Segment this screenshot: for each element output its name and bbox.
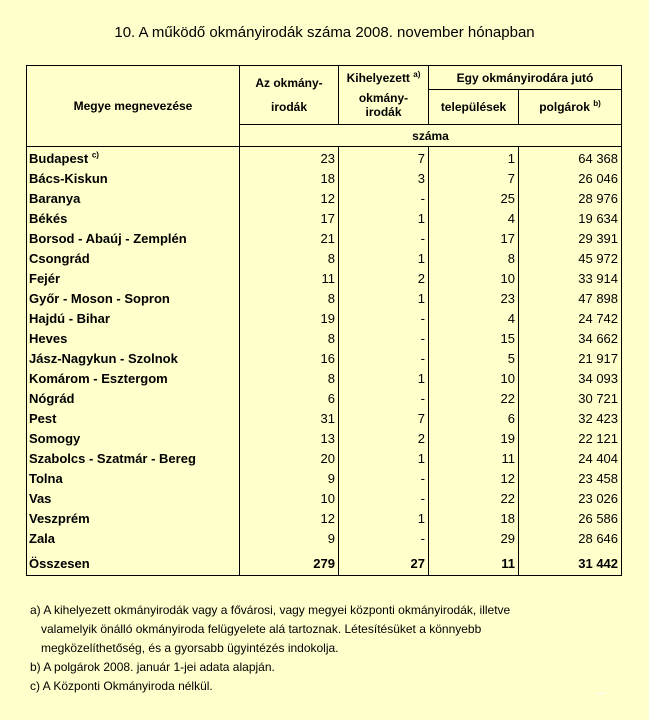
county-name: Tolna	[29, 471, 63, 486]
remote-cell: -	[339, 529, 429, 549]
footnotes	[30, 601, 630, 696]
footnote-a-line3: megközelíthetőség, és a gyorsabb ügyintézés indokolja.	[41, 641, 339, 655]
remote-cell: -	[339, 389, 429, 409]
remote-cell: 1	[339, 209, 429, 229]
header-remote-line3: irodák	[365, 105, 402, 119]
citizens-cell: 47 898	[519, 289, 622, 309]
county-name-cell	[27, 349, 240, 369]
offices-cell: 23	[240, 147, 339, 170]
settlements-cell: 7	[429, 169, 519, 189]
table-row	[27, 189, 622, 209]
citizens-cell: 30 721	[519, 389, 622, 409]
citizens-cell: 28 646	[519, 529, 622, 549]
county-name-cell	[27, 189, 240, 209]
header-settlements: települések	[429, 90, 519, 125]
county-name-cell	[27, 429, 240, 449]
remote-cell: -	[339, 329, 429, 349]
citizens-cell: 24 742	[519, 309, 622, 329]
total-citizens: 31 442	[519, 553, 622, 576]
table-row	[27, 229, 622, 249]
table-row	[27, 489, 622, 509]
settlements-cell: 10	[429, 369, 519, 389]
settlements-cell: 4	[429, 309, 519, 329]
citizens-cell: 19 634	[519, 209, 622, 229]
table-row	[27, 529, 622, 549]
table-row	[27, 269, 622, 289]
header-offices-line2: irodák	[270, 100, 307, 114]
settlements-cell: 11	[429, 449, 519, 469]
settlements-cell: 23	[429, 289, 519, 309]
offices-cell: 31	[240, 409, 339, 429]
county-name: Borsod - Abaúj - Zemplén	[29, 231, 187, 246]
county-name-cell	[27, 329, 240, 349]
header-remote-footnote: a)	[413, 70, 421, 79]
offices-cell: 12	[240, 189, 339, 209]
citizens-cell: 23 026	[519, 489, 622, 509]
citizens-cell: 33 914	[519, 269, 622, 289]
county-name: Vas	[29, 491, 52, 506]
county-name-cell	[27, 269, 240, 289]
remote-cell: 2	[339, 269, 429, 289]
citizens-cell: 34 093	[519, 369, 622, 389]
county-name-cell	[27, 169, 240, 189]
settlements-cell: 8	[429, 249, 519, 269]
table-row	[27, 429, 622, 449]
footnote-a-line2: valamelyik önálló okmányiroda felügyelete alá tartoznak. Létesítésüket a könnyebb	[41, 622, 482, 636]
table-row	[27, 449, 622, 469]
citizens-cell: 23 458	[519, 469, 622, 489]
county-name: Jász-Nagykun - Szolnok	[29, 351, 178, 366]
remote-cell: 1	[339, 249, 429, 269]
table-row	[27, 329, 622, 349]
settlements-cell: 19	[429, 429, 519, 449]
footnote-a-line1: a) A kihelyezett okmányirodák vagy a fővárosi, vagy megyei központi okmányirodák, illetve	[30, 603, 511, 617]
table-row	[27, 409, 622, 429]
citizens-cell: 32 423	[519, 409, 622, 429]
remote-cell: -	[339, 189, 429, 209]
header-remote	[339, 66, 429, 125]
remote-cell: 7	[339, 147, 429, 170]
remote-cell: 7	[339, 409, 429, 429]
settlements-cell: 12	[429, 469, 519, 489]
settlements-cell: 6	[429, 409, 519, 429]
county-name-cell	[27, 289, 240, 309]
county-name: Szabolcs - Szatmár - Bereg	[29, 451, 196, 466]
offices-cell: 19	[240, 309, 339, 329]
county-name: Békés	[29, 211, 68, 226]
settlements-cell: 4	[429, 209, 519, 229]
citizens-cell: 64 368	[519, 147, 622, 170]
county-name: Nógrád	[29, 391, 75, 406]
settlements-cell: 29	[429, 529, 519, 549]
table-row	[27, 309, 622, 329]
table-row	[27, 147, 622, 170]
footnote-c: c) A Központi Okmányiroda nélkül.	[30, 679, 213, 693]
county-footnote: c)	[91, 150, 99, 160]
county-name-cell	[27, 147, 240, 170]
county-name-cell	[27, 489, 240, 509]
table-row	[27, 469, 622, 489]
table-row	[27, 389, 622, 409]
citizens-cell: 22 121	[519, 429, 622, 449]
county-name: Fejér	[29, 271, 61, 286]
offices-cell: 21	[240, 229, 339, 249]
county-name: Heves	[29, 331, 68, 346]
offices-cell: 8	[240, 289, 339, 309]
county-name-cell	[27, 469, 240, 489]
table-row	[27, 249, 622, 269]
offices-cell: 9	[240, 529, 339, 549]
header-citizens-footnote: b)	[593, 99, 601, 108]
remote-cell: 1	[339, 509, 429, 529]
county-name: Zala	[29, 531, 56, 546]
county-name-cell	[27, 249, 240, 269]
total-settlements: 11	[429, 553, 519, 576]
total-remote: 27	[339, 553, 429, 576]
offices-cell: 8	[240, 249, 339, 269]
offices-cell: 20	[240, 449, 339, 469]
total-label: Összesen	[27, 553, 240, 576]
remote-cell: -	[339, 469, 429, 489]
offices-cell: 13	[240, 429, 339, 449]
remote-cell: 2	[339, 429, 429, 449]
header-remote-line2: okmány-	[358, 91, 409, 105]
county-name-cell	[27, 229, 240, 249]
county-name: Baranya	[29, 191, 81, 206]
offices-cell: 10	[240, 489, 339, 509]
remote-cell: 1	[339, 449, 429, 469]
county-name: Csongrád	[29, 251, 90, 266]
county-name-cell	[27, 209, 240, 229]
settlements-cell: 1	[429, 147, 519, 170]
county-name-cell	[27, 409, 240, 429]
citizens-cell: 29 391	[519, 229, 622, 249]
header-remote-line1: Kihelyezett	[346, 71, 410, 85]
header-per-office: Egy okmányirodára jutó	[429, 66, 622, 90]
county-name: Komárom - Esztergom	[29, 371, 168, 386]
table-row	[27, 289, 622, 309]
table-row	[27, 509, 622, 529]
county-name: Hajdú - Bihar	[29, 311, 110, 326]
header-offices-line1: Az okmány-	[255, 76, 323, 90]
county-name-cell	[27, 509, 240, 529]
table-row	[27, 169, 622, 189]
county-name-cell	[27, 449, 240, 469]
footnote-b: b) A polgárok 2008. január 1-jei adata alapján.	[30, 660, 275, 674]
citizens-cell: 34 662	[519, 329, 622, 349]
header-offices	[240, 66, 339, 125]
remote-cell: -	[339, 229, 429, 249]
county-name-cell	[27, 369, 240, 389]
county-name: Győr - Moson - Sopron	[29, 291, 170, 306]
settlements-cell: 17	[429, 229, 519, 249]
settlements-cell: 22	[429, 389, 519, 409]
offices-cell: 8	[240, 329, 339, 349]
county-name-cell	[27, 309, 240, 329]
citizens-cell: 26 586	[519, 509, 622, 529]
offices-cell: 18	[240, 169, 339, 189]
citizens-cell: 28 976	[519, 189, 622, 209]
offices-cell: 17	[240, 209, 339, 229]
county-name: Somogy	[29, 431, 81, 446]
county-name: Budapest	[29, 151, 89, 166]
citizens-cell: 45 972	[519, 249, 622, 269]
remote-cell: -	[339, 489, 429, 509]
offices-cell: 9	[240, 469, 339, 489]
header-citizens: polgárok $^{b)}$	[519, 90, 622, 125]
settlements-cell: 10	[429, 269, 519, 289]
header-county: Megye megnevezése	[27, 66, 240, 147]
settlements-cell: 5	[429, 349, 519, 369]
citizens-cell: 26 046	[519, 169, 622, 189]
table-body	[27, 147, 622, 576]
total-offices: 279	[240, 553, 339, 576]
table-row	[27, 369, 622, 389]
citizens-cell: 21 917	[519, 349, 622, 369]
county-name: Pest	[29, 411, 57, 426]
remote-cell: -	[339, 309, 429, 329]
citizens-cell: 24 404	[519, 449, 622, 469]
offices-cell: 12	[240, 509, 339, 529]
offices-cell: 11	[240, 269, 339, 289]
remote-cell: 1	[339, 369, 429, 389]
table-title: 10. A működő okmányirodák száma 2008. november hónapban	[114, 24, 535, 41]
settlements-cell: 18	[429, 509, 519, 529]
offices-cell: 6	[240, 389, 339, 409]
offices-cell: 16	[240, 349, 339, 369]
table-row	[27, 349, 622, 369]
remote-cell: 1	[339, 289, 429, 309]
settlements-cell: 22	[429, 489, 519, 509]
offices-cell: 8	[240, 369, 339, 389]
corner-mark	[596, 693, 606, 694]
table-row	[27, 209, 622, 229]
header-count: száma	[240, 125, 622, 147]
offices-table	[26, 65, 622, 576]
settlements-cell: 15	[429, 329, 519, 349]
remote-cell: 3	[339, 169, 429, 189]
county-name-cell	[27, 389, 240, 409]
remote-cell: -	[339, 349, 429, 369]
county-name: Bács-Kiskun	[29, 171, 108, 186]
total-row	[27, 553, 622, 576]
county-name: Veszprém	[29, 511, 90, 526]
county-name-cell	[27, 529, 240, 549]
settlements-cell: 25	[429, 189, 519, 209]
